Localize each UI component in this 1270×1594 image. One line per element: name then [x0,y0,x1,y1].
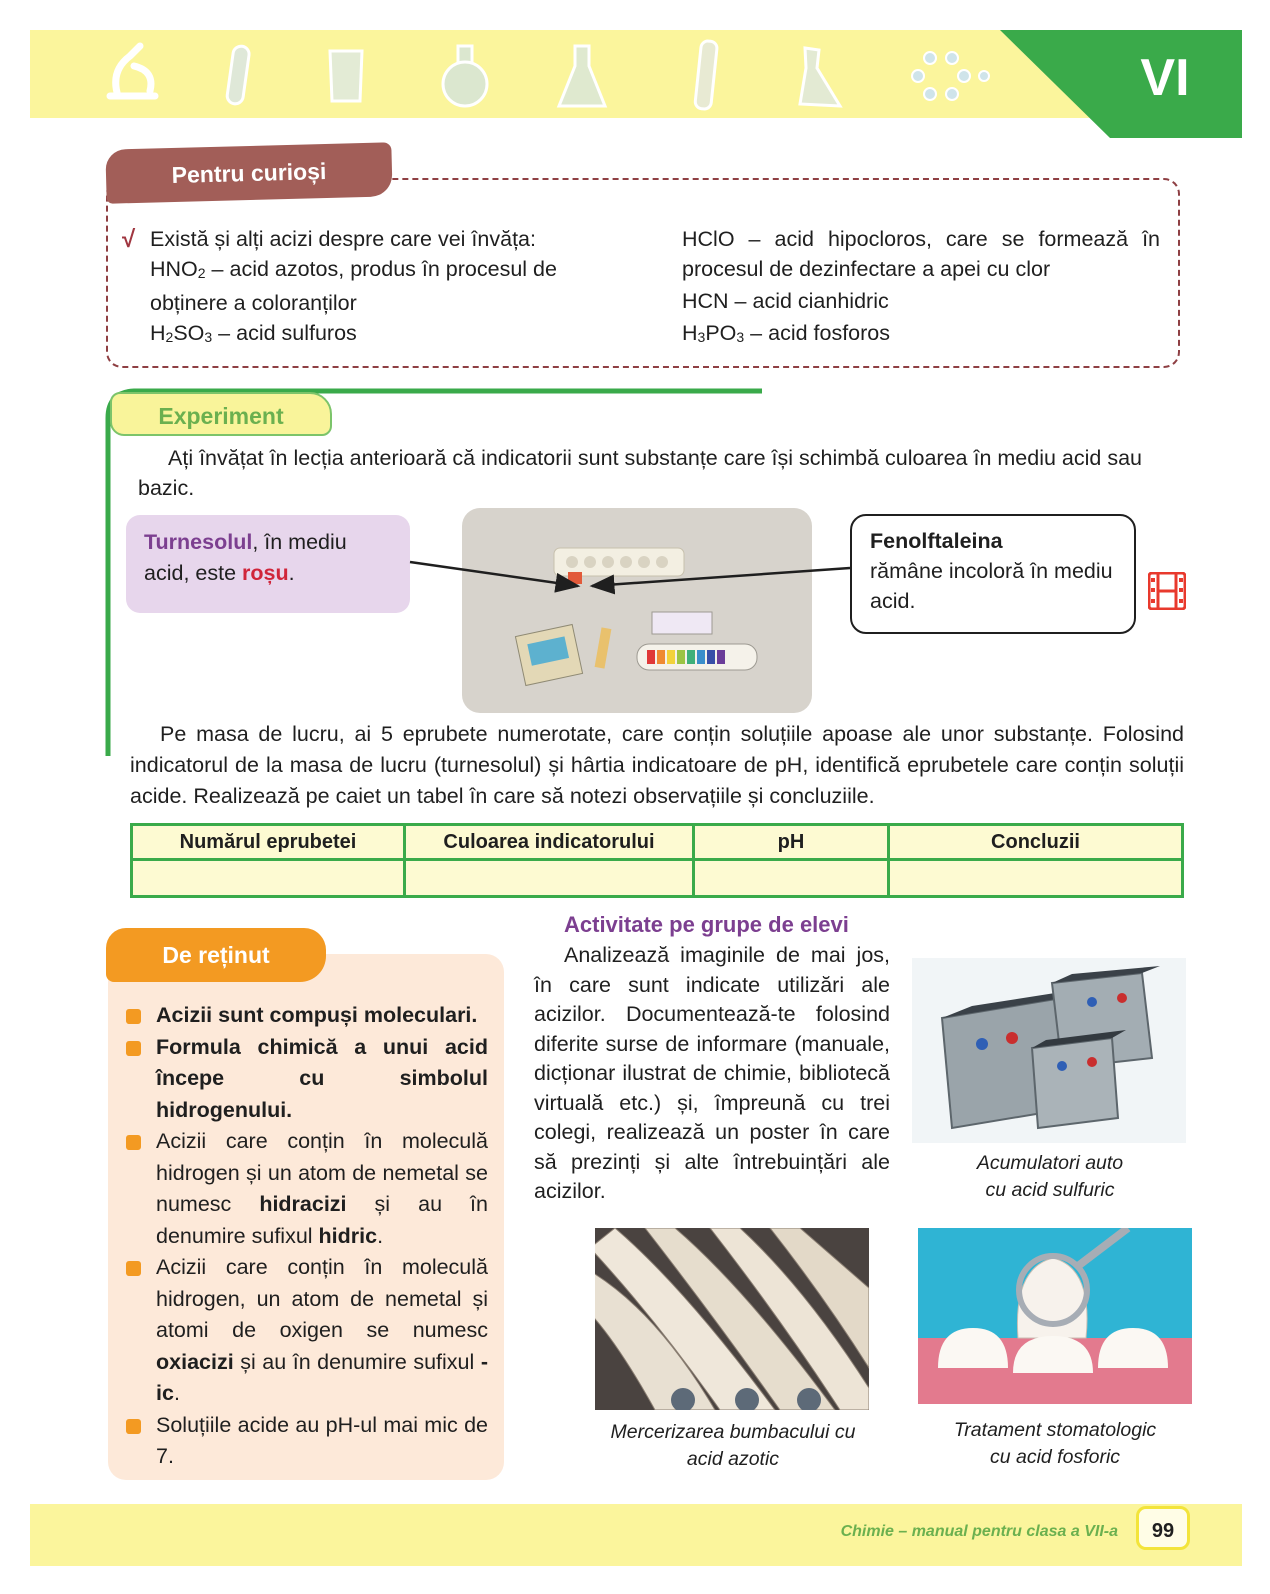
item-text: Acizii care conțin în moleculă hidrogen și un atom de nemetal se numesc [156,1129,488,1216]
cotton-image [595,1228,869,1410]
experiment-intro: Ați învățat în lecția anterioară că indicatorii sunt substanțe care își schimbă culoarea în mediu acid sau bazic. [138,446,1142,500]
item-text: și au în denumire sufixul [156,1192,488,1248]
battery-image [912,958,1186,1143]
table-cell [132,860,405,897]
turnesol-name: Turnesolul [144,530,253,554]
item-text: Formula chimică a unui acid începe cu simbolul hidrogenului. [156,1034,488,1122]
erlenmeyer-icon [800,48,840,106]
indicator-photo [462,508,812,713]
test-tube-icon [226,45,250,105]
turnesol-color: roșu [242,561,289,585]
caption-line: Tratament stomatologic [953,1419,1157,1441]
molecule-icon [912,52,989,100]
experiment-body: Pe masa de lucru, ai 5 eprubete numerotate, care conțin soluțiile apoase ale unor substanțe. Folosind indicatorul de la masa de lucru (turnesolul) și hârtia indicatoare de pH, identifică eprubetele care conțin soluții acide. Realizează pe caiet un tabel în care să notezi observațiile și concluziile. [130,722,1184,808]
table-header-row [132,825,1183,860]
table-cell [889,860,1183,897]
curiosi-intro: Există și alți acizi despre care vei învăța: [150,227,536,251]
item-text: Acizii care conțin în moleculă hidrogen, un atom de nemetal și atomi de oxigen se numesc [156,1255,488,1342]
teeth-caption [920,1417,1190,1471]
beaker-icon [330,51,362,101]
page-number: 99 [1136,1506,1190,1550]
chapter-tab [1000,30,1242,138]
col-concluzii: Concluzii [889,825,1183,860]
activitate-title: Activitate pe grupe de elevi [564,912,849,937]
table-cell [405,860,694,897]
col-culoare: Culoarea indicatorului [405,825,694,860]
turnesol-end: . [288,561,295,585]
retinut-label: De reținut [106,928,326,982]
observations-table [130,823,1184,898]
hcn-entry: HCN – acid cianhidric [682,289,889,313]
header-lab-icons [100,36,1000,116]
item-term: oxiacizi [156,1349,234,1374]
caption-line: acid azotic [686,1448,780,1470]
microscope-icon [110,46,155,96]
caption-line: Mercerizarea bumbacului cu [610,1421,856,1443]
bullet-icon [126,1041,141,1056]
activitate-text: Analizează imaginile de mai jos, în care sunt indicate utilizări ale acizilor. Documentează-te folosind diferite surse de informare (manuale, dicționar ilustrat de chimie, bibliotecă virtuală etc.) și, împreună cu trei colegi, realizează un poster în care să prezinți și alte întrebuințări ale acizilor. [534,943,890,1203]
fenol-name: Fenolftaleina [870,529,1003,553]
fenol-text: rămâne incoloră în mediu acid. [870,559,1113,613]
video-film-icon[interactable] [1148,572,1186,610]
item-text: Soluțiile acide au pH-ul mai mic de 7. [156,1412,488,1468]
curiosi-right-column [682,224,1160,352]
experiment-label: Experiment [110,392,332,436]
table-row [132,860,1183,897]
curiosi-label: Pentru curioși [105,142,392,203]
list-item [126,1252,488,1410]
item-text: . [173,1381,180,1405]
check-icon: √ [122,226,136,253]
hno2-entry: $HNO_2$ – acid azotos, produs în procesul de obținere a coloranților [150,257,557,315]
thermometer-icon [695,40,718,109]
item-suffix: hidric [318,1223,378,1248]
round-flask-icon [443,46,487,106]
list-item [126,1032,488,1127]
hclo-entry: HClO – acid hipocloros, care se formează în procesul de dezinfectare a apei cu clor [682,227,1160,281]
caption-line: cu acid sulfuric [985,1179,1115,1201]
h2so3-entry: $H_2SO_3$ – acid sulfuros [150,321,357,345]
cotton-caption [592,1419,874,1473]
conical-flask-icon [559,46,605,106]
item-text: și au în denumire sufixul [233,1349,481,1374]
list-item [126,1000,488,1032]
item-suffix: -ic [156,1349,488,1405]
h3po3-entry: $H_3PO_3$ – acid fosforos [682,321,890,345]
footer-book-title: Chimie – manual pentru clasa a VII-a [840,1523,1118,1540]
item-text: . [377,1223,384,1248]
bullet-icon [126,1009,141,1024]
col-ph: pH [694,825,889,860]
bullet-icon [126,1135,141,1150]
teeth-image [918,1228,1192,1404]
chapter-number: VI [1140,49,1190,107]
bullet-icon [126,1261,141,1276]
bullet-icon [126,1419,141,1434]
retinut-list [126,1000,488,1473]
turnesol-callout [126,515,410,613]
col-numar: Numărul eprubetei [132,825,405,860]
caption-line: Acumulatori auto [976,1152,1124,1174]
battery-caption [920,1150,1180,1204]
item-text: Acizii sunt compuși moleculari. [156,1003,478,1027]
curiosi-left-column [150,224,640,352]
turnesol-text: , în mediu acid, este [144,530,347,585]
table-cell [694,860,889,897]
list-item [126,1126,488,1252]
fenolftaleina-callout [850,514,1136,634]
item-term: hidracizi [259,1192,347,1216]
list-item [126,1410,488,1473]
caption-line: cu acid fosforic [989,1446,1121,1468]
